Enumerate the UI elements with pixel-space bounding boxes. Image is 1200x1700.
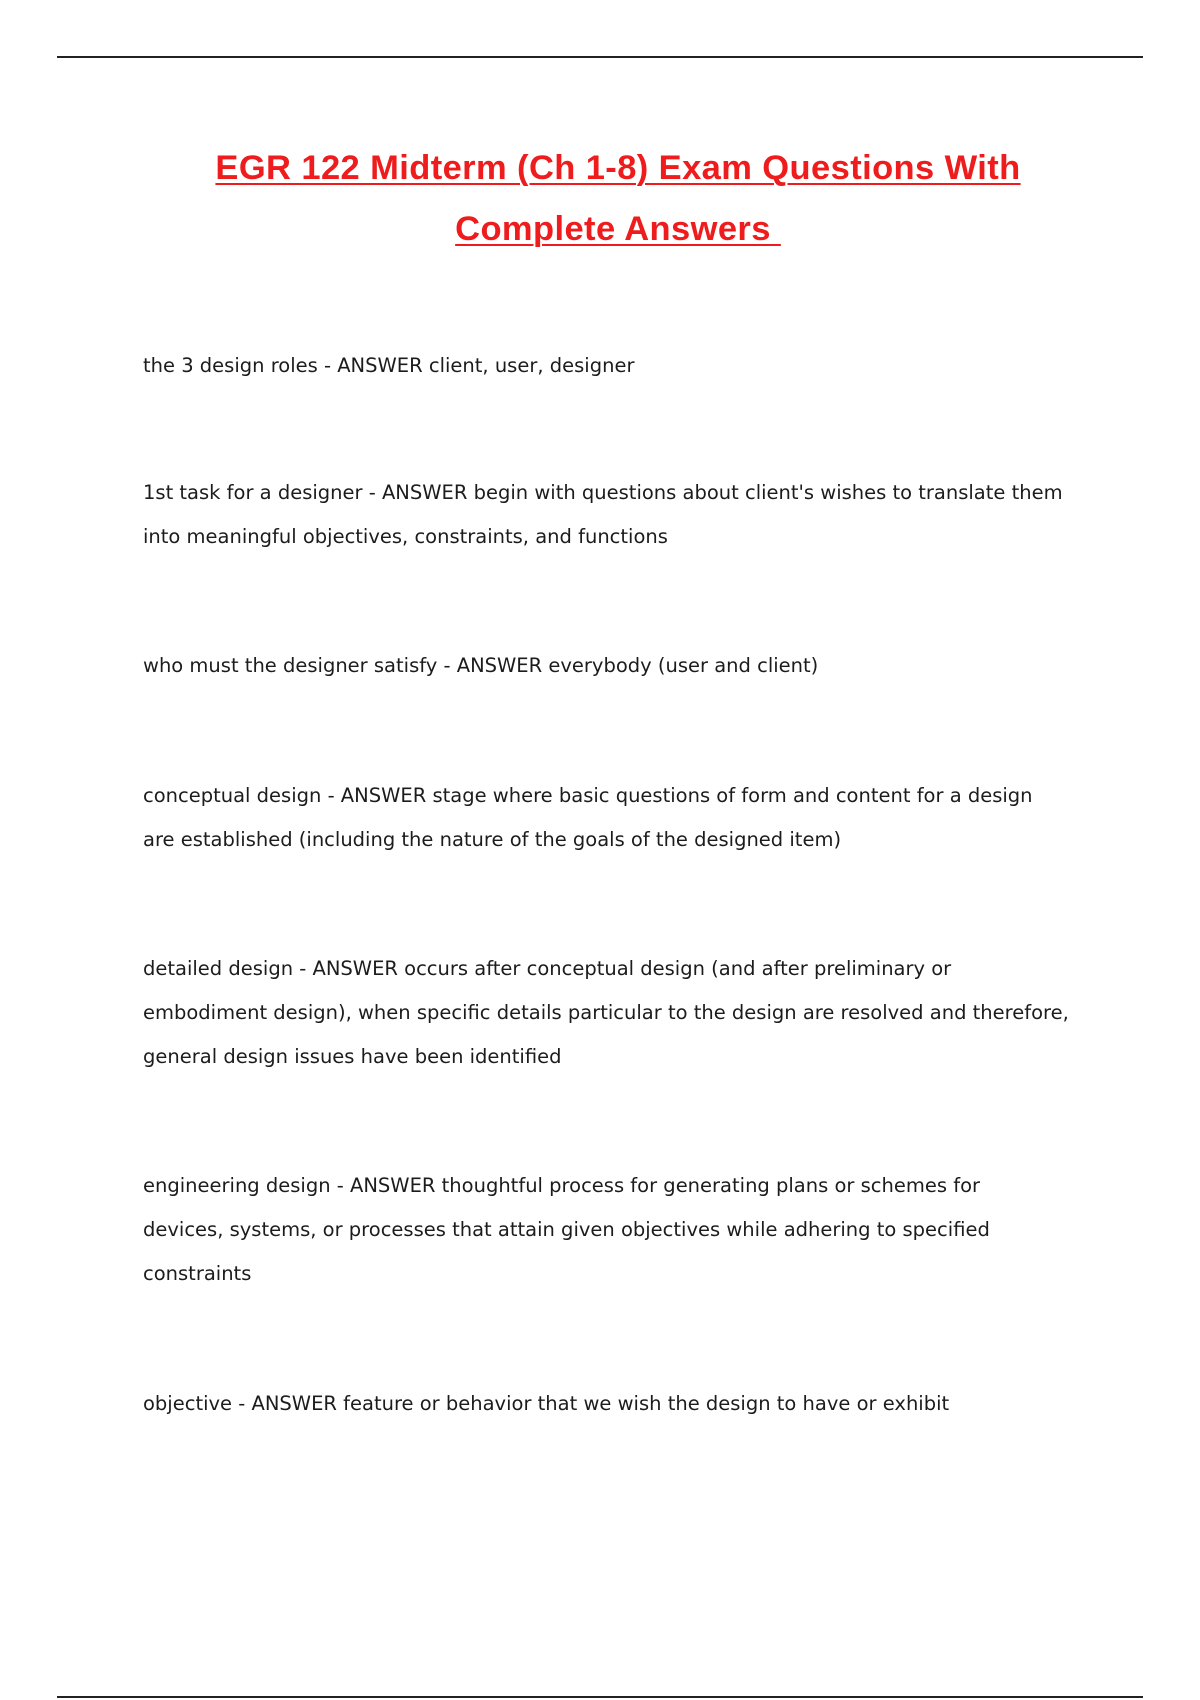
qa-entry-detailed-design: detailed design - ANSWER occurs after conceptual design (and after preliminary or embodiment design), when specific details particular to the design are resolved and therefore, general design issues have been identified bbox=[143, 957, 1069, 1068]
bottom-rule bbox=[57, 1696, 1143, 1698]
top-rule bbox=[57, 56, 1143, 58]
qa-entry-objective: objective - ANSWER feature or behavior that we wish the design to have or exhibit bbox=[143, 1392, 950, 1415]
qa-entry-first-task: 1st task for a designer - ANSWER begin with questions about client's wishes to translate them into meaningful objectives, constraints, and functions bbox=[143, 481, 1063, 548]
qa-entry-engineering-design: engineering design - ANSWER thoughtful process for generating plans or schemes for devices, systems, or processes that attain given objectives while adhering to specified constraints bbox=[143, 1174, 990, 1285]
title-line-1: EGR 122 Midterm (Ch 1-8) Exam Questions With bbox=[215, 149, 1021, 187]
document-title bbox=[110, 138, 1126, 260]
title-line-2: Complete Answers bbox=[455, 210, 781, 248]
qa-entry-who-to-satisfy: who must the designer satisfy - ANSWER everybody (user and client) bbox=[143, 654, 819, 677]
qa-entry-design-roles: the 3 design roles - ANSWER client, user, designer bbox=[143, 354, 635, 377]
qa-entry-conceptual-design: conceptual design - ANSWER stage where basic questions of form and content for a design are established (including the nature of the goals of the designed item) bbox=[143, 784, 1033, 851]
